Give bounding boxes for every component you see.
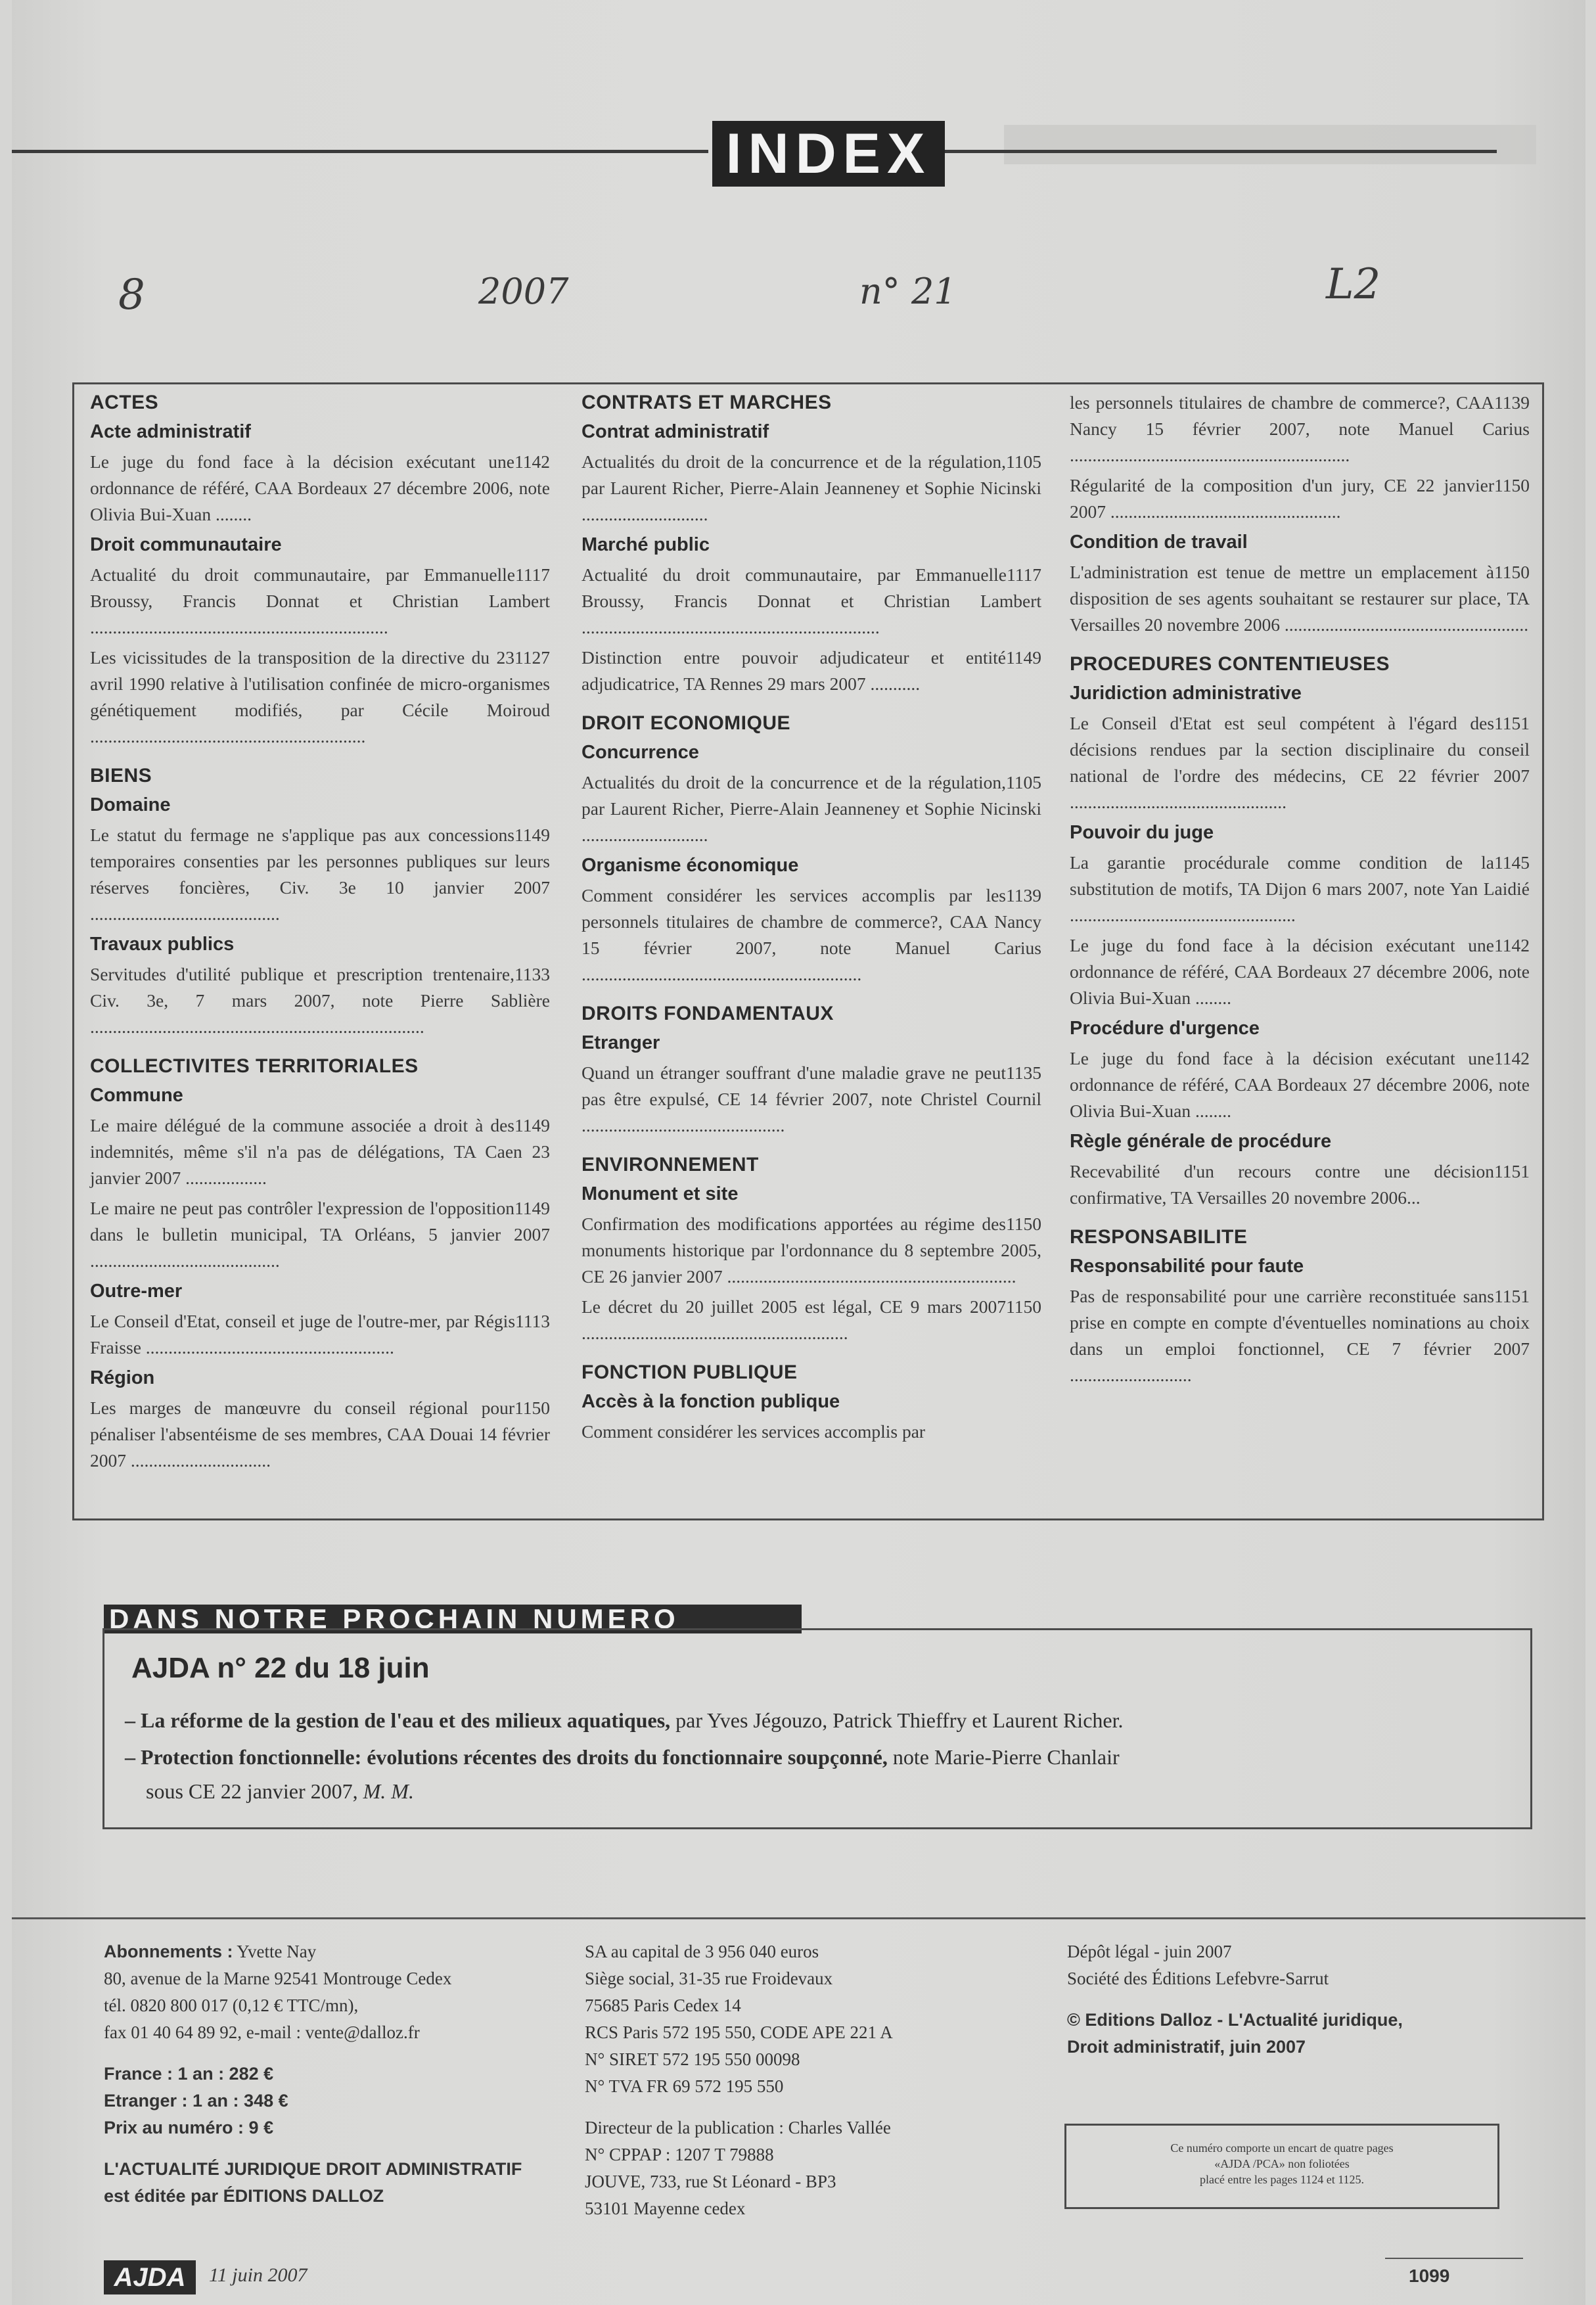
index-entry-page: 1133 <box>514 964 550 984</box>
index-entry-page: 1117 <box>1007 564 1041 585</box>
index-entry-page: 1117 <box>515 564 550 585</box>
index-subheading: Contrat administratif <box>581 421 769 442</box>
next-issue-item <box>125 1703 1505 1737</box>
index-entry-page: 1149 <box>514 1115 550 1135</box>
index-section-heading: BIENS <box>90 765 152 787</box>
notice-line: placé entre les pages 1124 et 1125. <box>1199 2173 1365 2186</box>
index-entry <box>1070 1158 1530 1211</box>
index-entry-page: 1150 <box>1494 562 1530 582</box>
index-section-heading: FONCTION PUBLIQUE <box>581 1361 798 1383</box>
index-entry-text: Le décret du 20 juillet 2005 est légal, CE 9 mars 2007 ........................................................... <box>581 1296 1007 1343</box>
index-entry <box>1070 390 1530 468</box>
handwritten-note: L2 <box>1326 260 1381 309</box>
index-entry-text: Pas de responsabilité pour une carrière reconstituée sans prise en compte en compte d'éventuelles nominations au choix dans un emploi fonctionnel, CE 7 février 2007 ........................... <box>1070 1286 1530 1385</box>
index-entry-page: 1151 <box>1494 1161 1530 1181</box>
index-column-2 <box>581 390 1041 1449</box>
handwritten-note: 2007 <box>478 271 569 312</box>
next-issue-item <box>125 1740 1505 1808</box>
index-subheading: Etranger <box>581 1032 660 1053</box>
index-entry-page: 1150 <box>1006 1214 1041 1234</box>
notice-line: «AJDA /PCA» non foliotées <box>1214 2157 1350 2170</box>
index-subheading: Monument et site <box>581 1183 739 1204</box>
index-entry-page: 1142 <box>1494 935 1530 955</box>
index-entry-text: Le statut du fermage ne s'applique pas aux concessions temporaires consenties par les personnes publiques sur leurs réserves foncières, Civ. 3e 10 janvier 2007 .......................................... <box>90 825 550 924</box>
index-entry-text: Le juge du fond face à la décision exécutant une ordonnance de référé, CAA Bordeaux 27 décembre 2006, note Olivia Bui-Xuan ........ <box>90 451 550 524</box>
legal-line: Société des Éditions Lefebvre-Sarrut <box>1067 1969 1329 1988</box>
index-entry-text: Les vicissitudes de la transposition de la directive du 23 avril 1990 relative à l'utilisation confinée de micro-organismes génétiquement modifiés, par Cécile Moiroud ............................................................. <box>90 647 550 746</box>
index-entry <box>90 1308 550 1361</box>
index-entry-page: 1150 <box>1006 1296 1041 1317</box>
index-entry <box>90 961 550 1040</box>
index-entry-text: Recevabilité d'un recours contre une décision confirmative, TA Versailles 20 novembre 2006... <box>1070 1161 1495 1208</box>
index-entry <box>581 645 1041 697</box>
index-entry <box>581 769 1041 848</box>
price-abroad: Etranger : 1 an : 348 € <box>104 2091 288 2111</box>
index-entry <box>581 1419 1041 1445</box>
index-section-heading: ACTES <box>90 392 159 413</box>
index-entry-text: Le juge du fond face à la décision exécutant une ordonnance de référé, CAA Bordeaux 27 décembre 2006, note Olivia Bui-Xuan ........ <box>1070 935 1530 1008</box>
index-section-heading: ENVIRONNEMENT <box>581 1154 759 1175</box>
index-subheading: Région <box>90 1367 155 1388</box>
index-entry-page: 1149 <box>514 1198 550 1218</box>
legal-line: Dépôt légal - juin 2007 <box>1067 1942 1232 1961</box>
index-entry <box>1070 850 1530 928</box>
next-issue-item-ref-italic: M. M. <box>363 1779 414 1803</box>
index-subheading: Responsabilité pour faute <box>1070 1256 1304 1277</box>
index-entry-page: 1139 <box>1006 885 1041 905</box>
index-entry-page: 1142 <box>1494 1048 1530 1068</box>
index-entry <box>581 1211 1041 1290</box>
index-column-3 <box>1070 390 1530 1392</box>
index-section-heading: RESPONSABILITE <box>1070 1226 1248 1248</box>
handwritten-note: 8 <box>118 271 145 319</box>
index-entry-text: Servitudes d'utilité publique et prescription trentenaire, Civ. 3e, 7 mars 2007, note Pierre Sablière .......................................................................... <box>90 964 550 1037</box>
index-subheading: Procédure d'urgence <box>1070 1018 1260 1039</box>
next-issue-item-title: – Protection fonctionnelle: évolutions récentes des droits du fonctionnaire soupçonné, <box>125 1745 888 1769</box>
index-entry-page: 1142 <box>514 451 550 472</box>
index-section-heading: COLLECTIVITES TERRITORIALES <box>90 1055 419 1077</box>
index-subheading: Domaine <box>90 794 171 815</box>
index-entry-text: Confirmation des modifications apportées au régime des monuments historique par l'ordonnance du 8 septembre 2005, CE 26 janvier 2007 ................................................................ <box>581 1214 1041 1287</box>
company-line: 75685 Paris Cedex 14 <box>585 1996 741 2015</box>
insert-notice <box>1064 2124 1499 2209</box>
copyright-line: Droit administratif, juin 2007 <box>1067 2037 1306 2057</box>
index-subheading: Condition de travail <box>1070 532 1248 553</box>
footer-address: 80, avenue de la Marne 92541 Montrouge Cedex <box>104 1969 452 1988</box>
handwritten-note: n° 21 <box>859 271 957 312</box>
index-entry <box>1070 1045 1530 1124</box>
index-entry <box>1070 932 1530 1011</box>
index-entry <box>1070 559 1530 638</box>
index-subheading: Règle générale de procédure <box>1070 1131 1332 1152</box>
bleed-through-banner <box>1004 125 1536 164</box>
index-section-heading: DROITS FONDAMENTAUX <box>581 1003 834 1024</box>
index-entry <box>90 1195 550 1274</box>
index-entry-page: 1151 <box>1494 1286 1530 1306</box>
index-entry <box>90 562 550 641</box>
index-subheading: Concurrence <box>581 742 699 763</box>
index-entry <box>581 882 1041 988</box>
index-entry-text: Actualité du droit communautaire, par Emmanuelle Broussy, Francis Donnat et Christian Lambert .................................................................. <box>90 564 550 637</box>
index-entry <box>581 449 1041 528</box>
publisher-line: est éditée par ÉDITIONS DALLOZ <box>104 2186 384 2206</box>
subscriptions-contact: Yvette Nay <box>233 1942 317 1961</box>
ajda-logo: AJDA <box>104 2260 196 2294</box>
index-entry-text: les personnels titulaires de chambre de commerce?, CAA Nancy 15 février 2007, note Manuel Carius .............................................................. <box>1070 392 1530 465</box>
index-entry-text: Le maire délégué de la commune associée a droit à des indemnités, même s'il n'a pas de délégations, TA Caen 23 janvier 2007 .................. <box>90 1115 550 1188</box>
copyright-line: © Editions Dalloz - L'Actualité juridique, <box>1067 2010 1403 2030</box>
next-issue-item-title: – La réforme de la gestion de l'eau et des milieux aquatiques, <box>125 1708 671 1732</box>
publisher-line: L'ACTUALITÉ JURIDIQUE DROIT ADMINISTRATIF <box>104 2159 522 2179</box>
index-entry <box>581 1060 1041 1139</box>
index-entry-page: 1113 <box>515 1311 550 1331</box>
index-entry-text: Le juge du fond face à la décision exécutant une ordonnance de référé, CAA Bordeaux 27 décembre 2006, note Olivia Bui-Xuan ........ <box>1070 1048 1530 1121</box>
index-section-heading: DROIT ECONOMIQUE <box>581 712 791 734</box>
company-line: RCS Paris 572 195 550, CODE APE 221 A <box>585 2022 893 2042</box>
index-entry-text: Le maire ne peut pas contrôler l'expression de l'opposition dans le bulletin municipal, TA Orléans, 5 janvier 2007 .......................................... <box>90 1198 550 1271</box>
index-subheading: Juridiction administrative <box>1070 683 1302 704</box>
index-subheading: Marché public <box>581 534 710 555</box>
index-entry-page: 1149 <box>514 825 550 845</box>
index-entry-text: Distinction entre pouvoir adjudicateur et entité adjudicatrice, TA Rennes 29 mars 2007 ........... <box>581 647 1007 694</box>
index-entry-text: Le Conseil d'Etat est seul compétent à l'égard des décisions rendues par la section disciplinaire du conseil national de l'ordre des médecins, CE 22 février 2007 ................................................ <box>1070 713 1530 812</box>
index-entry <box>90 1395 550 1474</box>
index-entry-text: Actualité du droit communautaire, par Emmanuelle Broussy, Francis Donnat et Christian Lambert .................................................................. <box>581 564 1041 637</box>
header-rule-right <box>945 150 1497 153</box>
index-entry-text: L'administration est tenue de mettre un emplacement à disposition de ses agents souhaitant se restaurer sur place, TA Versailles 20 novembre 2006 ...................................................... <box>1070 562 1530 635</box>
header-rule-left <box>12 150 708 153</box>
index-entry-text: Quand un étranger souffrant d'une maladie grave ne peut pas être expulsé, CE 14 février 2007, note Christel Cournil ............................................. <box>581 1062 1041 1135</box>
page-number: 1099 <box>1409 2266 1450 2286</box>
footer-phone: tél. 0820 800 017 (0,12 € TTC/mn), <box>104 1996 359 2015</box>
index-title: INDEX <box>712 121 945 187</box>
index-entry-page: 1145 <box>1494 852 1530 873</box>
index-entry <box>581 562 1041 641</box>
index-section-heading: PROCEDURES CONTENTIEUSES <box>1070 653 1390 675</box>
index-section-heading: CONTRATS ET MARCHES <box>581 392 832 413</box>
issue-date: 11 juin 2007 <box>209 2264 308 2286</box>
company-line: JOUVE, 733, rue St Léonard - BP3 <box>585 2172 836 2191</box>
index-entry-page: 1127 <box>514 647 550 668</box>
company-line: SA au capital de 3 956 040 euros <box>585 1942 819 1961</box>
index-entry <box>90 1112 550 1191</box>
index-subheading: Droit communautaire <box>90 534 282 555</box>
notice-line: Ce numéro comporte un encart de quatre pages <box>1170 2141 1394 2155</box>
company-line: N° SIRET 572 195 550 00098 <box>585 2049 800 2069</box>
index-entry-text: Comment considérer les services accomplis par les personnels titulaires de chambre de commerce?, CAA Nancy 15 février 2007, note Manuel Carius .............................................................. <box>581 885 1041 984</box>
company-line: Siège social, 31-35 rue Froidevaux <box>585 1969 833 1988</box>
index-entry-page: 1135 <box>1006 1062 1041 1083</box>
index-entry-page: 1150 <box>514 1398 550 1418</box>
index-subheading: Travaux publics <box>90 934 235 955</box>
footer-fax-email: fax 01 40 64 89 92, e-mail : vente@dalloz.fr <box>104 2022 420 2042</box>
next-issue-item-ref: sous CE 22 janvier 2007, <box>146 1779 363 1803</box>
index-subheading: Acte administratif <box>90 421 251 442</box>
footer-rule <box>12 1917 1585 1919</box>
page-number-rule <box>1385 2258 1523 2259</box>
next-issue-heading: AJDA n° 22 du 18 juin <box>131 1652 430 1684</box>
index-entry-text: Les marges de manœuvre du conseil régional pour pénaliser l'absentéisme de ses membres, CAA Douai 14 février 2007 ............................... <box>90 1398 550 1471</box>
index-subheading: Outre-mer <box>90 1281 183 1302</box>
index-entry-text: Régularité de la composition d'un jury, CE 22 janvier 2007 ................................................... <box>1070 475 1495 522</box>
index-entry-page: 1149 <box>1006 647 1041 668</box>
index-box <box>72 382 1544 1520</box>
index-entry <box>581 1294 1041 1346</box>
index-entry-page: 1105 <box>1006 451 1041 472</box>
index-subheading: Organisme économique <box>581 855 799 876</box>
footer-subscriptions <box>104 1938 564 2210</box>
company-line: N° TVA FR 69 572 195 550 <box>585 2076 784 2096</box>
company-line: 53101 Mayenne cedex <box>585 2199 746 2218</box>
footer-legal <box>1067 1938 1488 2061</box>
index-entry <box>1070 1283 1530 1388</box>
index-entry-page: 1139 <box>1494 392 1530 413</box>
index-column-1 <box>90 390 550 1478</box>
next-issue-item-authors: par Yves Jégouzo, Patrick Thieffry et Laurent Richer. <box>670 1708 1124 1732</box>
index-subheading: Commune <box>90 1085 183 1106</box>
index-subheading: Accès à la fonction publique <box>581 1391 840 1412</box>
company-line: N° CPPAP : 1207 T 79888 <box>585 2145 774 2164</box>
footer-company <box>585 1938 979 2222</box>
price-france: France : 1 an : 282 € <box>104 2064 274 2084</box>
index-entry-text: La garantie procédurale comme condition de la substitution de motifs, TA Dijon 6 mars 2007, note Yan Laidié .................................................. <box>1070 852 1530 925</box>
index-entry-page: 1150 <box>1494 475 1530 495</box>
index-entry-text: Le Conseil d'Etat, conseil et juge de l'outre-mer, par Régis Fraisse ....................................................... <box>90 1311 516 1358</box>
index-entry-text: Actualités du droit de la concurrence et de la régulation, par Laurent Richer, Pierre-Alain Jeanneney et Sophie Nicinski ............................ <box>581 451 1041 524</box>
index-entry-page: 1151 <box>1494 713 1530 733</box>
next-issue-title: DANS NOTRE PROCHAIN NUMERO <box>104 1605 802 1633</box>
index-entry-text: Actualités du droit de la concurrence et de la régulation, par Laurent Richer, Pierre-Alain Jeanneney et Sophie Nicinski ............................ <box>581 772 1041 845</box>
index-entry-page: 1105 <box>1006 772 1041 792</box>
index-entry-text: Comment considérer les services accomplis par <box>581 1421 926 1442</box>
page <box>12 0 1585 2305</box>
next-issue-item-authors: note Marie-Pierre Chanlair <box>887 1745 1120 1769</box>
index-entry <box>90 645 550 750</box>
index-entry <box>1070 710 1530 815</box>
price-issue: Prix au numéro : 9 € <box>104 2118 274 2137</box>
company-line: Directeur de la publication : Charles Vallée <box>585 2118 891 2137</box>
index-entry <box>90 822 550 927</box>
index-entry <box>1070 472 1530 525</box>
index-subheading: Pouvoir du juge <box>1070 822 1214 843</box>
subscriptions-label: Abonnements : <box>104 1942 233 1961</box>
index-entry <box>90 449 550 528</box>
